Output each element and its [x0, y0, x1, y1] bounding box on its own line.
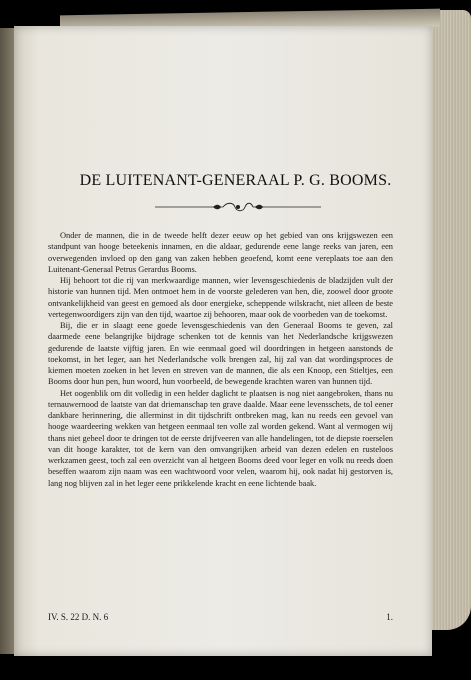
- paragraph-3: Bij, die er in slaagt eene goede levensgeschiedenis van den Generaal Booms te geven, zal daarmede eene belangrijke bijdrage schenken tot de kennis van het Nederlandsche krijgswezen gedurende de laatste vijftig jaren. En wie eenmaal goed wil doordringen in hetgeen aanstonds de toekomst, in het leger, aan het Nederlandsche volk brengen zal, hij zal van dat wordingsproces de kiemen moeten zoeken in het leven en streven van de mannen, die als een Knoop, een Stieltjes, een Booms door hun pen, hun woord, hun voorbeeld, de bewegende krachten waren van hunnen tijd.: [48, 321, 393, 387]
- printer-signature: IV. S. 22 D. N. 6: [48, 612, 109, 622]
- ornament-divider: [153, 200, 323, 214]
- article-heading: DE LUITENANT-GENERAAL P. G. BOOMS.: [79, 172, 392, 189]
- paragraph-2: Hij behoort tot die rij van merkwaardige mannen, wier levensgeschiedenis de bladzijden vult der historie van hunnen tijd. Men ontmoet hem in de voorste gelederen van hen, die, zoowel door groote ontvankelijkheid van geest en gemoed als door energieke, scheppende wilskracht, niet alleen de beste vertegenwoordigers zijn van den tijd, waartoe zij behooren, maar ook de voorbeden van de toekomst.: [48, 276, 393, 319]
- article-body: [48, 230, 393, 489]
- page-edges: [429, 10, 471, 630]
- paragraph-4: Het oogenblik om dit volledig in een helder daglicht te plaatsen is nog niet aangebroken, thans nu ternauwernood de laatste van dat driemanschap ten grave daalde. Maar eene levensschets, de tol eener dankbare herinnering, die allerminst in dit tijdschrift ontbreken mag, kan nu reeds een gevoel van hooge waardeering wekken van hetgeen eenmaal ten volle zal worden gekend. Want al vermogen wij thans niet gebeel door te dringen tot de eerste drijfveeren van alle handelingen, tot de diepste roerselen van dit hooge karakter, tot de kern van den omvangrijken arbeid van dezen edelen en rusteloos werkzamen geest, toch zal een overzicht van al hetgeen Booms deed voor leger en volk nu reeds doen beseffen waarom zijn naam was een wachtwoord voor velen, waarom hij, ook nadat hij gestorven is, lang nog blijven zal in het leger eene prikkelende kracht en eene lichtende baak.: [48, 388, 393, 488]
- page-number: 1.: [386, 612, 393, 622]
- paragraph-1: Onder de mannen, die in de tweede helft dezer eeuw op het gebied van ons krijgswezen een standpunt van hooge beteekenis innamen, en die aldaar, gedurende eene lange reeks van jaren, een overwegenden invloed op den gang van zaken hebben geoefend, komt eene vereplaats toe aan den Luitenant-Generaal Petrus Gerardus Booms.: [48, 231, 393, 274]
